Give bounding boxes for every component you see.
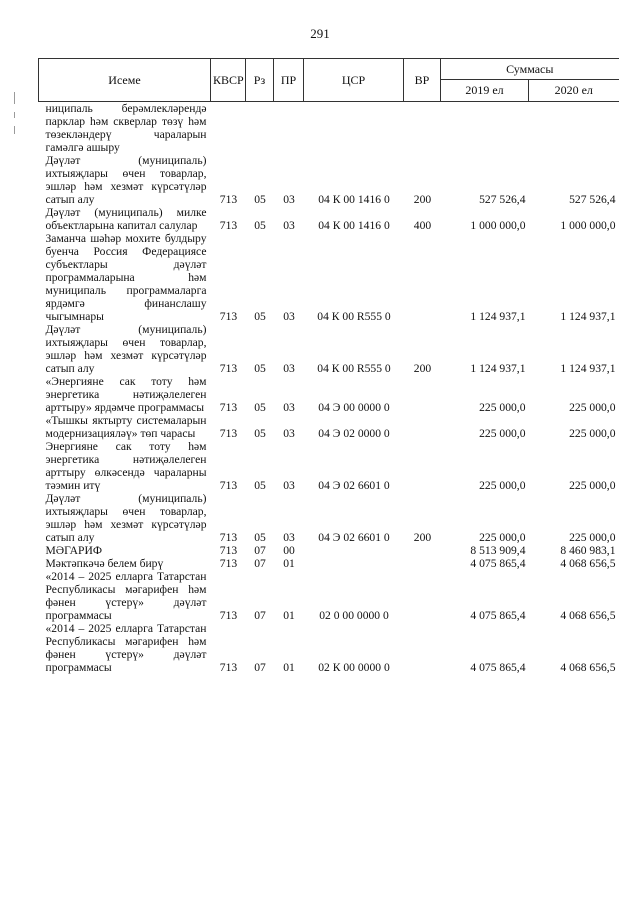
row-kvsr: 713	[219, 427, 238, 440]
row-rz: 05	[254, 427, 266, 440]
row-sum-2020: 1 000 000,0	[560, 219, 616, 232]
row-sum-2020: 8 460 983,1	[560, 544, 616, 557]
table-row	[39, 622, 619, 674]
table-row	[39, 323, 619, 375]
row-csr: 04 Э 02 6601 0	[318, 531, 390, 544]
row-pr: 03	[283, 479, 295, 492]
row-vr	[404, 440, 441, 492]
row-sum-2020: 225 000,0	[569, 401, 616, 414]
table-row	[39, 375, 619, 414]
row-pr: 01	[283, 609, 295, 622]
row-csr: 04 К 00 R555 0	[317, 310, 391, 323]
header-kvsr: КВСР	[211, 59, 246, 102]
row-kvsr: 713	[219, 531, 238, 544]
row-vr	[404, 544, 441, 557]
row-name: «2014 – 2025 елларга Татарстан Республикасы мәгарифен һәм фәнен үстерү» дәүләт программасы	[45, 570, 207, 622]
row-sum-2020	[529, 102, 619, 155]
row-sum-2019: 225 000,0	[479, 479, 526, 492]
row-pr: 00	[283, 544, 295, 557]
row-sum-2019: 225 000,0	[479, 401, 526, 414]
table-row	[39, 544, 619, 557]
table-row	[39, 232, 619, 323]
row-rz	[246, 102, 274, 155]
row-kvsr: 713	[219, 401, 238, 414]
row-csr: 04 К 00 1416 0	[318, 193, 390, 206]
header-vr: ВР	[404, 59, 441, 102]
table-row	[39, 570, 619, 622]
budget-table	[38, 58, 619, 674]
row-sum-2019: 527 526,4	[479, 193, 526, 206]
row-name: Дәүләт (муниципаль) ихтыяҗлары өчен товарлар, эшләр һәм хезмәт күрсәтүләр сатып алу	[45, 323, 207, 375]
row-rz: 05	[254, 401, 266, 414]
row-vr	[404, 622, 441, 674]
row-pr: 03	[283, 193, 295, 206]
row-kvsr: 713	[219, 661, 238, 674]
row-sum-2020: 225 000,0	[569, 531, 616, 544]
row-sum-2019	[441, 102, 529, 155]
header-pr: ПР	[274, 59, 304, 102]
header-rz: Рз	[246, 59, 274, 102]
row-sum-2019: 225 000,0	[479, 531, 526, 544]
row-pr: 01	[283, 557, 295, 570]
row-sum-2020: 225 000,0	[569, 427, 616, 440]
table-row	[39, 440, 619, 492]
row-kvsr	[211, 102, 246, 155]
margin-mark	[14, 126, 15, 134]
row-csr: 02 К 00 0000 0	[318, 661, 390, 674]
row-csr: 04 Э 02 0000 0	[318, 427, 390, 440]
table-body	[39, 102, 619, 675]
row-pr: 03	[283, 310, 295, 323]
header-year-2019: 2019 ел	[441, 80, 529, 102]
row-vr: 400	[413, 219, 432, 232]
row-kvsr: 713	[219, 310, 238, 323]
row-name: Энергияне сак тоту һәм энергетика нәтиҗәлелеген арттыру өлкәсендә чараларны тәэмин итү	[45, 440, 207, 492]
row-sum-2020: 4 068 656,5	[560, 557, 616, 570]
row-pr: 03	[283, 219, 295, 232]
page-number: 291	[310, 26, 330, 41]
row-vr: 200	[413, 193, 432, 206]
row-rz: 07	[254, 609, 266, 622]
row-sum-2020: 4 068 656,5	[560, 609, 616, 622]
row-kvsr: 713	[219, 219, 238, 232]
row-name: Дәүләт (муниципаль) ихтыяҗлары өчен товарлар, эшләр һәм хезмәт күрсәтүләр сатып алу	[45, 154, 207, 206]
row-sum-2019: 4 075 865,4	[470, 557, 526, 570]
row-rz: 07	[254, 661, 266, 674]
row-kvsr: 713	[219, 609, 238, 622]
table-row	[39, 154, 619, 206]
row-vr: 200	[413, 531, 432, 544]
table-row	[39, 557, 619, 570]
row-sum-2019: 1 000 000,0	[470, 219, 526, 232]
margin-mark	[14, 112, 15, 118]
row-csr	[304, 557, 404, 570]
table-row	[39, 102, 619, 155]
row-rz: 05	[254, 531, 266, 544]
header-year-2020: 2020 ел	[529, 80, 619, 102]
row-sum-2019: 1 124 937,1	[470, 362, 526, 375]
row-vr	[404, 375, 441, 414]
row-sum-2019: 4 075 865,4	[470, 661, 526, 674]
row-vr	[404, 102, 441, 155]
row-csr: 04 Э 02 6601 0	[318, 479, 390, 492]
row-vr	[404, 232, 441, 323]
row-pr: 03	[283, 531, 295, 544]
header-name: Исеме	[39, 59, 211, 102]
row-rz: 07	[254, 557, 266, 570]
row-sum-2020: 1 124 937,1	[560, 310, 616, 323]
row-csr: 04 Э 00 0000 0	[318, 401, 390, 414]
row-sum-2020: 527 526,4	[569, 193, 616, 206]
row-name: МӘГАРИФ	[45, 544, 102, 557]
row-vr: 200	[413, 362, 432, 375]
row-csr: 04 К 00 R555 0	[317, 362, 391, 375]
row-name: «Тышкы яктырту системаларын модернизацияләү» төп чарасы	[45, 414, 207, 440]
row-rz: 05	[254, 219, 266, 232]
row-sum-2020: 225 000,0	[569, 479, 616, 492]
row-name: Дәүләт (муниципаль) ихтыяҗлары өчен товарлар, эшләр һәм хезмәт күрсәтүләр сатып алу	[45, 492, 207, 544]
row-rz: 05	[254, 362, 266, 375]
row-csr: 04 К 00 1416 0	[318, 219, 390, 232]
row-rz: 05	[254, 479, 266, 492]
table-row	[39, 414, 619, 440]
table-row	[39, 492, 619, 544]
row-name: Заманча шәһәр мохите булдыру буенча Россия Федерациясе субъектлары дәүләт программаларына һәм муниципаль программаларга ярдәмгә финанслашу чыгымнары	[45, 232, 207, 323]
row-vr	[404, 570, 441, 622]
row-name: «Энергияне сак тоту һәм энергетика нәтиҗәлелеген арттыру» ярдәмче программасы	[45, 375, 207, 414]
row-pr: 03	[283, 427, 295, 440]
row-name: Мәктәпкәчә белем бирү	[45, 557, 164, 570]
row-kvsr: 713	[219, 544, 238, 557]
row-name: Дәүләт (муниципаль) милке объектларына капитал салулар	[45, 206, 207, 232]
row-vr	[404, 557, 441, 570]
row-csr: 02 0 00 0000 0	[319, 609, 389, 622]
row-pr: 03	[283, 362, 295, 375]
row-kvsr: 713	[219, 557, 238, 570]
header-csr: ЦСР	[304, 59, 404, 102]
row-rz: 05	[254, 193, 266, 206]
row-vr	[404, 414, 441, 440]
row-name: ниципаль берәмлекләрендә парклар һәм скверлар төзү һәм төзекләндерү чараларын гамәлгә ашыру	[45, 102, 207, 154]
row-kvsr: 713	[219, 479, 238, 492]
row-pr: 01	[283, 661, 295, 674]
row-pr	[274, 102, 304, 155]
row-kvsr: 713	[219, 362, 238, 375]
row-rz: 05	[254, 310, 266, 323]
row-csr	[304, 102, 404, 155]
row-sum-2019: 1 124 937,1	[470, 310, 526, 323]
row-kvsr: 713	[219, 193, 238, 206]
row-sum-2019: 225 000,0	[479, 427, 526, 440]
row-name: «2014 – 2025 елларга Татарстан Республикасы мәгарифен һәм фәнен үстерү» дәүләт программасы	[45, 622, 207, 674]
row-csr	[304, 544, 404, 557]
header-sums: Суммасы	[441, 59, 619, 80]
row-rz: 07	[254, 544, 266, 557]
row-sum-2019: 4 075 865,4	[470, 609, 526, 622]
margin-mark	[14, 92, 15, 104]
row-pr: 03	[283, 401, 295, 414]
table-row	[39, 206, 619, 232]
row-sum-2019: 8 513 909,4	[470, 544, 526, 557]
row-sum-2020: 4 068 656,5	[560, 661, 616, 674]
row-sum-2020: 1 124 937,1	[560, 362, 616, 375]
